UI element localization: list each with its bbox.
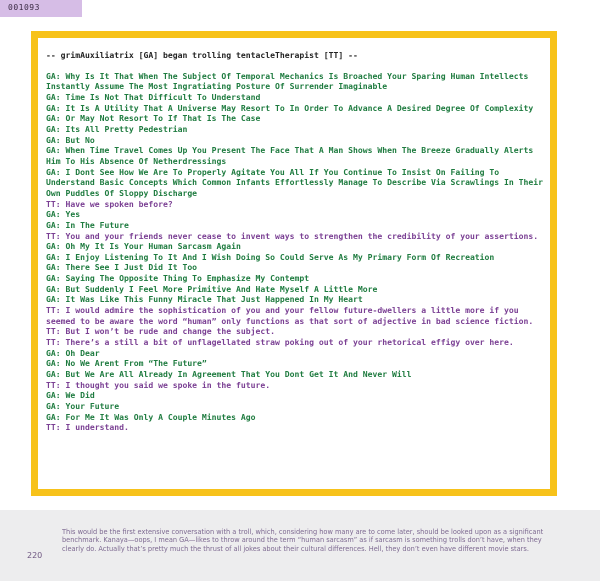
chat-line: GA: Yes	[46, 209, 81, 220]
chat-line: GA: It Is A Utility That A Universe May Resort To In Order To Advance A Desired Degree Of Complexity	[46, 102, 534, 113]
chat-line: TT: I understand.	[46, 422, 129, 433]
chat-line: TT: You and your friends never cease to invent ways to strengthen the credibility of your assertions.	[46, 230, 539, 241]
chat-line: GA: When Time Travel Comes Up You Present The Face That A Man Shows When The Breeze Gradually Alerts Him To His Absence Of Netherdressings	[46, 145, 534, 166]
chat-line: TT: But I won’t be rude and change the subject.	[46, 326, 276, 337]
chat-line: GA: Your Future	[46, 401, 120, 411]
chat-line: GA: Why Is It That When The Subject Of Temporal Mechanics Is Broached Your Sparing Human Intellects Instantly Assume The Most Ingratiating Posture Of Surrender Imaginable	[46, 70, 529, 92]
chat-line: GA: Its All Pretty Pedestrian	[46, 123, 188, 134]
chat-line: GA: But We Are All Already In Agreement That You Dont Get It And Never Will	[46, 369, 412, 380]
chat-line: TT: There’s a still a bit of unflagellated straw poking out of your rhetorical effigy over here.	[46, 337, 514, 348]
page-number: 220	[27, 551, 43, 560]
pesterlog	[46, 50, 544, 433]
chat-line: GA: Saying The Opposite Thing To Emphasize My Contempt	[46, 273, 310, 284]
pesterlog-header: -- grimAuxiliatrix [GA] began trolling tentacleTherapist [TT] --	[46, 50, 358, 60]
chat-line: GA: But Suddenly I Feel More Primitive And Hate Myself A Little More	[46, 283, 378, 294]
page-id-tab	[0, 0, 82, 17]
chat-line: GA: It Was Like This Funny Miracle That Just Happened In My Heart	[46, 294, 363, 305]
chat-line: GA: I Dont See How We Are To Properly Agitate You All If You Continue To Insist On Failing To Understand Basic Concepts Which Common Infants Effortlessly Manage To Describe Via Scrawlings In Their Own Puddles Of Sloppy Discharge	[46, 166, 544, 198]
chat-line: GA: We Did	[46, 390, 95, 401]
chat-line: GA: But No	[46, 134, 95, 145]
chat-line: GA: Time Is Not That Difficult To Understand	[46, 91, 261, 102]
chat-line: GA: Oh My It Is Your Human Sarcasm Again	[46, 241, 241, 252]
page-footer	[0, 510, 600, 581]
page-id-label: 001093	[8, 3, 40, 12]
chat-line: GA: In The Future	[46, 219, 129, 230]
chat-line: GA: For Me It Was Only A Couple Minutes Ago	[46, 411, 256, 422]
chat-line: GA: I Enjoy Listening To It And I Wish Doing So Could Serve As My Primary Form Of Recreation	[46, 251, 495, 262]
chat-line: GA: Or May Not Resort To If That Is The Case	[46, 113, 261, 124]
chat-line: GA: There See I Just Did It Too	[46, 262, 198, 273]
chat-lines	[46, 71, 544, 433]
chat-line: GA: Oh Dear	[46, 347, 100, 358]
chat-line: TT: I would admire the sophistication of you and your fellow future-dwellers a little more if you seemed to be aware the word “human” only functions as that sort of adjective in bad science fiction.	[46, 305, 534, 326]
chat-line: TT: I thought you said we spoke in the future.	[46, 379, 271, 390]
pesterlog-frame	[31, 31, 557, 496]
footnote: This would be the first extensive conversation with a troll, which, considering how many are to come later, should be looked upon as a significant benchmark. Kanaya—oops, I mean GA—likes to throw around the term “human sarcasm” as if sarcasm is something trolls don’t have, when they clearly do. Actually that’s pretty much the thrust of all jokes about their cultural differences. Hell, they don’t even have different movie stars.	[62, 528, 544, 553]
chat-line: TT: Have we spoken before?	[46, 198, 173, 209]
chat-line: GA: No We Arent From “The Future”	[46, 358, 207, 369]
